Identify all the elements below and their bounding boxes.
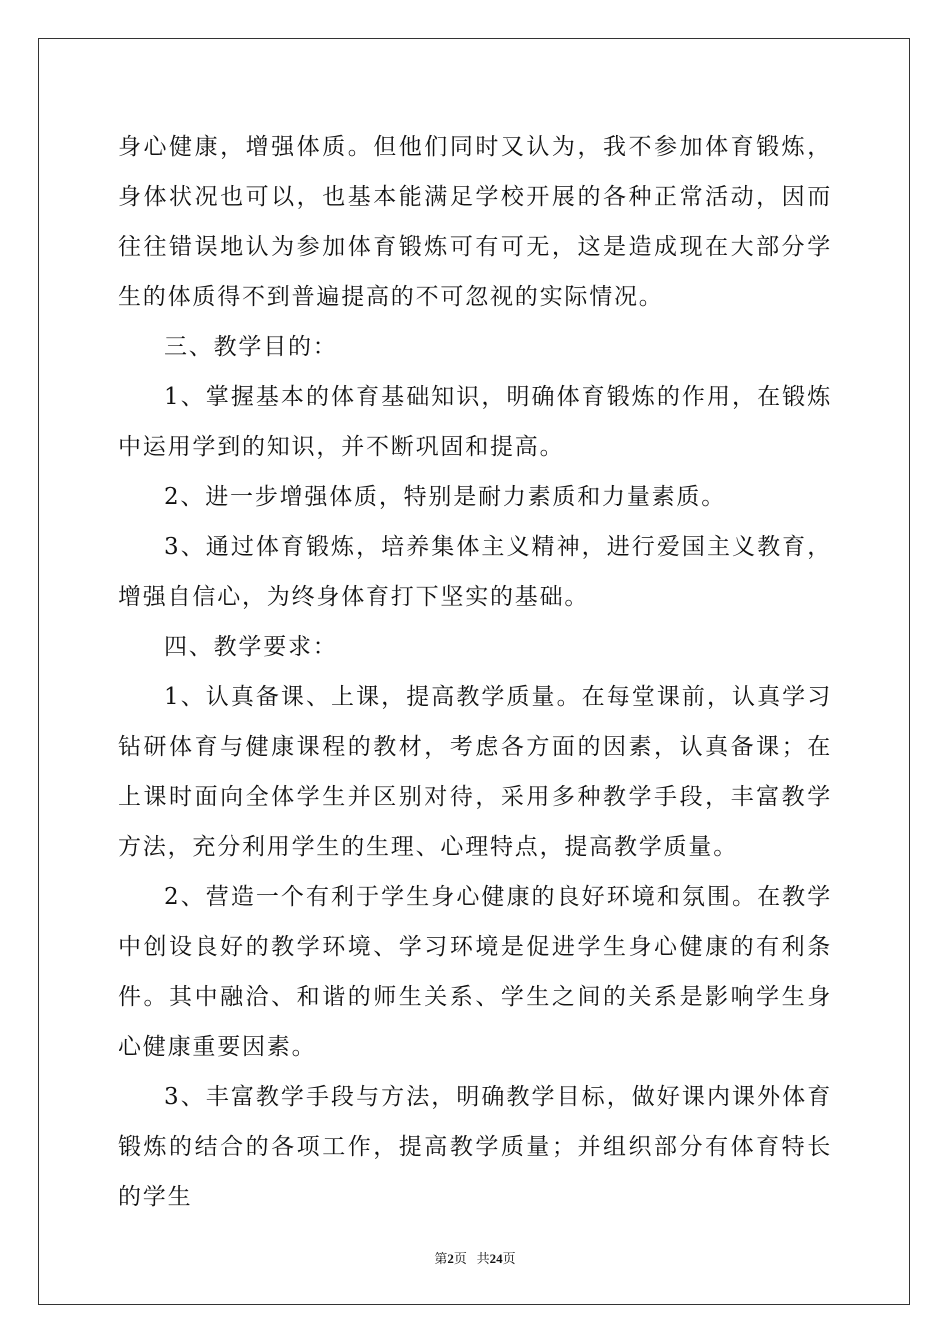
document-body [118,122,832,1222]
section-heading-teaching-requirements: 四、教学要求： [164,634,338,660]
goal-item-2: 2、进一步增强体质，特别是耐力素质和力量素质。 [164,484,727,510]
requirement-item-2: 2、营造一个有利于学生身心健康的良好环境和氛围。在教学中创设良好的教学环境、学习环境是促进学生身心健康的有利条件。其中融洽、和谐的师生关系、学生之间的关系是影响学生身心健康重要因素。 [118,884,832,1060]
page-suffix: 页 [453,1251,467,1266]
page-footer [0,1248,950,1267]
total-suffix: 页 [502,1251,516,1266]
section-heading-teaching-goals: 三、教学目的： [164,334,338,360]
total-prefix: 共 [476,1251,490,1266]
goal-item-1: 1、掌握基本的体育基础知识，明确体育锻炼的作用，在锻炼中运用学到的知识，并不断巩固和提高。 [118,384,832,460]
requirement-item-1: 1、认真备课、上课，提高教学质量。在每堂课前，认真学习钻研体育与健康课程的教材，考虑各方面的因素，认真备课；在上课时面向全体学生并区别对待，采用多种教学手段，丰富教学方法，充分利用学生的生理、心理特点，提高教学质量。 [118,684,832,860]
page-prefix: 第 [434,1251,448,1266]
total-pages: 24 [489,1251,503,1266]
paragraph-1: 身心健康，增强体质。但他们同时又认为，我不参加体育锻炼，身体状况也可以，也基本能满足学校开展的各种正常活动，因而往往错误地认为参加体育锻炼可有可无，这是造成现在大部分学生的体质得不到普遍提高的不可忽视的实际情况。 [118,134,832,310]
goal-item-3: 3、通过体育锻炼，培养集体主义精神，进行爱国主义教育，增强自信心，为终身体育打下坚实的基础。 [118,534,832,610]
page-number: 2 [447,1251,454,1266]
requirement-item-3: 3、丰富教学手段与方法，明确教学目标，做好课内课外体育锻炼的结合的各项工作，提高教学质量；并组织部分有体育特长的学生 [118,1084,832,1210]
